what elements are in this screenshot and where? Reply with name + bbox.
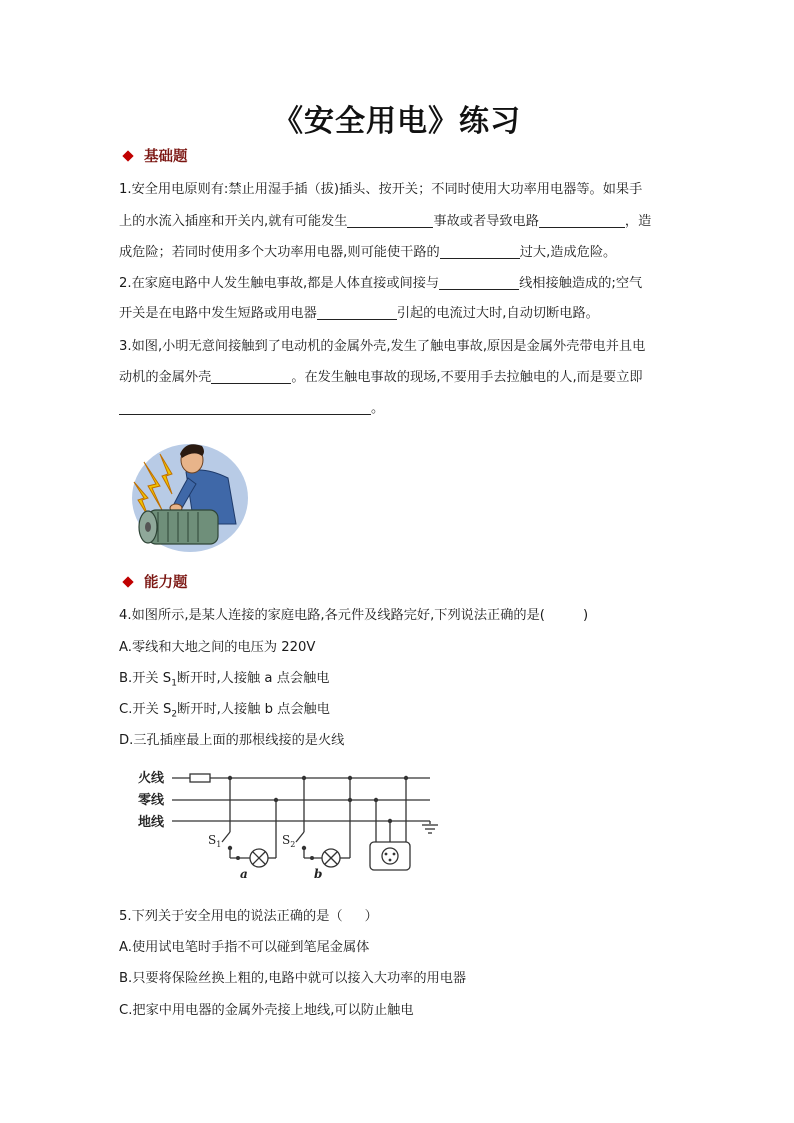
diamond-bullet-icon xyxy=(122,150,133,161)
q4-option-d: D.三孔插座最上面的那根线接的是火线 xyxy=(119,733,345,748)
q3-line-3 xyxy=(119,397,384,416)
answer-blank[interactable] xyxy=(347,213,433,228)
point-a-label: a xyxy=(240,867,248,881)
switch-s1-label: $S_1$ xyxy=(208,833,222,849)
text: 5.下列关于安全用电的说法正确的是（ xyxy=(119,909,343,924)
text: 动机的金属外壳 xyxy=(119,370,212,385)
point-b-label: b xyxy=(314,867,323,881)
switch-s2-icon xyxy=(296,832,304,842)
q5-option-b: B.只要将保险丝换上粗的,电路中就可以接入大功率的用电器 xyxy=(119,971,467,986)
live-wire-label: 火线 xyxy=(138,771,165,786)
text: 4.如图所示,是某人连接的家庭电路,各元件及线路完好,下列说法正确的是( xyxy=(119,608,545,623)
text: 过大,造成危险。 xyxy=(519,245,617,260)
section-heading-ability xyxy=(124,571,188,592)
q3-line-2 xyxy=(119,366,643,385)
text: ) xyxy=(582,608,589,623)
q3-line-1: 3.如图,小明无意间接触到了电动机的金属外壳,发生了触电事故,原因是金属外壳带电并且电 xyxy=(119,339,646,354)
q5-option-c: C.把家中用电器的金属外壳接上地线,可以防止触电 xyxy=(119,1003,414,1018)
text: 上的水流入插座和开关内,就有可能发生 xyxy=(119,214,348,229)
q4-option-c xyxy=(119,698,330,720)
ground-wire-label: 地线 xyxy=(138,815,165,830)
motor-shock-illustration xyxy=(124,432,250,554)
text: ，造 xyxy=(624,214,652,229)
q2-line-1 xyxy=(119,272,642,291)
section-heading-basic xyxy=(124,145,188,166)
text: 线相接触造成的;空气 xyxy=(519,276,643,291)
page-title: 《安全用电》练习 xyxy=(273,104,521,139)
switch-s2-label: $S_2$ xyxy=(282,833,296,849)
answer-blank[interactable] xyxy=(439,275,519,290)
answer-blank[interactable] xyxy=(317,305,397,320)
answer-blank[interactable] xyxy=(211,369,291,384)
q5-stem xyxy=(119,905,378,924)
text: 断开时,人接触 b 点会触电 xyxy=(177,702,330,717)
diamond-bullet-icon xyxy=(122,576,133,587)
text: 引起的电流过大时,自动切断电路。 xyxy=(396,306,599,321)
switch-s1-icon xyxy=(222,832,230,842)
q5-option-a: A.使用试电笔时手指不可以碰到笔尾金属体 xyxy=(119,940,370,955)
text: 开关是在电路中发生短路或用电器 xyxy=(119,306,317,321)
answer-blank[interactable] xyxy=(539,213,625,228)
section-label: 能力题 xyxy=(144,575,188,591)
q1-line-1: 1.安全用电原则有:禁止用湿手插（拔)插头、按开关；不同时使用大功率用电器等。如果手 xyxy=(119,182,643,197)
answer-blank[interactable] xyxy=(119,400,371,415)
section-label: 基础题 xyxy=(144,149,188,165)
q4-option-a: A.零线和大地之间的电压为 220V xyxy=(119,640,316,655)
household-circuit-diagram xyxy=(138,764,448,886)
text: 。在发生触电事故的现场,不要用手去拉触电的人,而是要立即 xyxy=(291,370,643,385)
text: 。 xyxy=(371,401,385,416)
text: ） xyxy=(364,909,378,924)
fuse-icon xyxy=(190,774,210,782)
three-pin-socket-icon xyxy=(370,842,410,870)
text: 断开时,人接触 a 点会触电 xyxy=(176,671,330,686)
neutral-wire-label: 零线 xyxy=(138,793,165,808)
text: 事故或者导致电路 xyxy=(433,214,539,229)
q2-line-2 xyxy=(119,302,599,321)
subscript: 1 xyxy=(171,678,177,689)
q4-stem xyxy=(119,604,588,623)
text: 2.在家庭电路中人发生触电事故,都是人体直接或间接与 xyxy=(119,276,440,291)
text: C.开关 S xyxy=(119,702,172,717)
subscript: 2 xyxy=(171,709,178,720)
text: 成危险；若同时使用多个大功率用电器,则可能使干路的 xyxy=(119,245,440,260)
q1-line-2 xyxy=(119,210,651,229)
text: B.开关 S xyxy=(119,671,172,686)
q4-option-b xyxy=(119,667,329,689)
q1-line-3 xyxy=(119,241,616,260)
answer-blank[interactable] xyxy=(440,244,520,259)
